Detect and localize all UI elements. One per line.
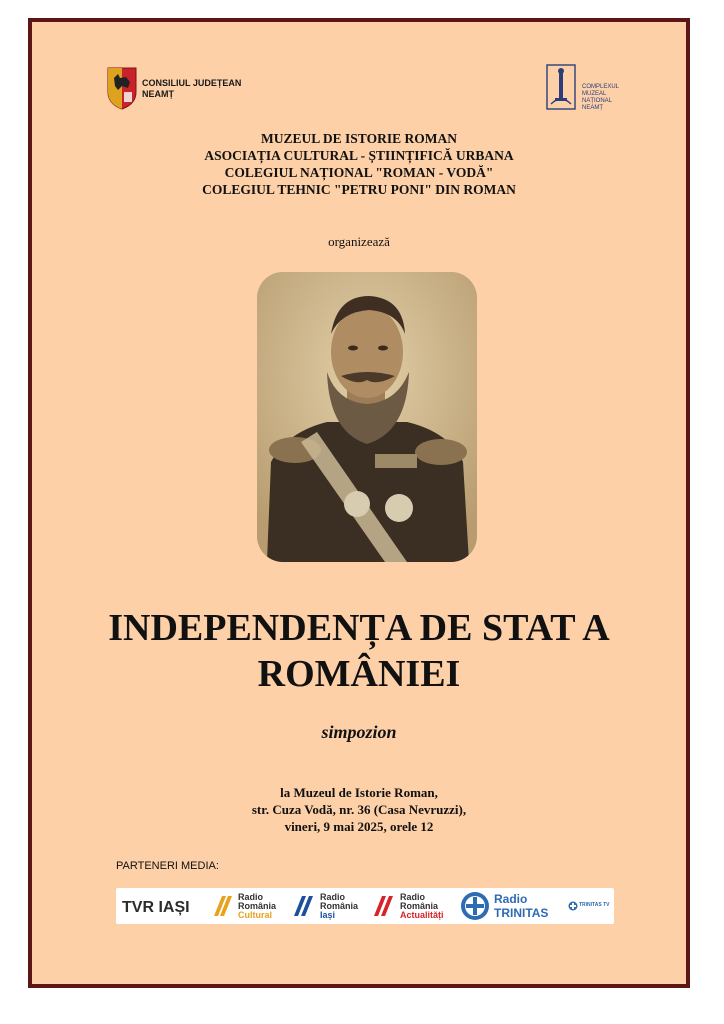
iasi-radio-text: Radio [320, 892, 346, 902]
radio-cultural-icon [212, 894, 236, 918]
venue-address: str. Cuza Vodă, nr. 36 (Casa Nevruzzi), [251, 802, 467, 817]
event-type: simpozion [321, 722, 397, 742]
organizer-colegiul-tehnic: COLEGIUL TEHNIC "PETRU PONI" DIN ROMAN [202, 182, 516, 197]
trinitas-radio-text: Radio [494, 892, 528, 906]
consiliul-judetean-text: CONSILIUL JUDEȚEAN [142, 78, 242, 88]
media-partners-label: PARTENERI MEDIA: [116, 860, 219, 872]
venue-details [32, 784, 686, 835]
cultural-radio-text: Radio [238, 892, 264, 902]
actualitati-romania-text: România [400, 901, 439, 911]
cultural-name-text: Cultural [238, 910, 273, 920]
radio-iasi-icon [292, 894, 318, 918]
complexul-text: COMPLEXUL [582, 84, 620, 90]
neamt-right-text: NEAMȚ [582, 105, 603, 111]
partner-radio-actualitati [372, 888, 458, 924]
trinitas-tv-text: TRINITAS TV [579, 902, 610, 908]
portrait-photo [257, 272, 477, 562]
organizer-museum: MUZEUL DE ISTORIE ROMAN [261, 131, 457, 146]
cultural-romania-text: România [238, 901, 277, 911]
title-line-2: ROMÂNIEI [257, 653, 461, 695]
radio-actualitati-icon [372, 894, 398, 918]
partner-tvr-iasi [122, 888, 212, 924]
tvr-iasi-text: TVR IAȘI [122, 899, 190, 916]
partner-radio-cultural [212, 888, 288, 924]
actualitati-name-text: Actualități [400, 910, 444, 920]
venue-datetime: vineri, 9 mai 2025, orele 12 [284, 819, 434, 834]
museum-column-icon [546, 64, 576, 110]
venue-location: la Muzeul de Istorie Roman, [280, 785, 438, 800]
portrait-king-carol-image [257, 272, 477, 562]
neamt-text: NEAMȚ [142, 89, 174, 99]
organizeaza-text: organizează [328, 234, 390, 249]
title-line-1: INDEPENDENȚA DE STAT A [108, 607, 610, 649]
national-text: NAȚIONAL [582, 98, 613, 104]
poster [28, 18, 690, 988]
partner-radio-trinitas [458, 888, 564, 924]
organizer-colegiul-national: COLEGIUL NAȚIONAL "ROMAN - VODĂ" [224, 165, 494, 180]
complexul-muzeal-logo [546, 64, 626, 114]
event-title [32, 605, 686, 697]
actualitati-radio-text: Radio [400, 892, 426, 902]
neamt-crest-icon [106, 66, 138, 110]
organizers-list [32, 130, 686, 198]
trinitas-tv-icon [568, 901, 578, 911]
iasi-romania-text: România [320, 901, 359, 911]
iasi-name-text: Iași [320, 910, 336, 920]
media-partners-strip [116, 888, 614, 924]
partner-radio-iasi [292, 888, 370, 924]
muzeal-text: MUZEAL [582, 91, 607, 97]
trinitas-cross-icon [460, 891, 490, 921]
consiliul-judetean-logo [106, 66, 246, 112]
partner-trinitas-tv [566, 888, 614, 924]
organizer-association: ASOCIAȚIA CULTURAL - ȘTIINȚIFICĂ URBANA [204, 148, 514, 163]
trinitas-name-text: TRINITAS [494, 906, 549, 920]
